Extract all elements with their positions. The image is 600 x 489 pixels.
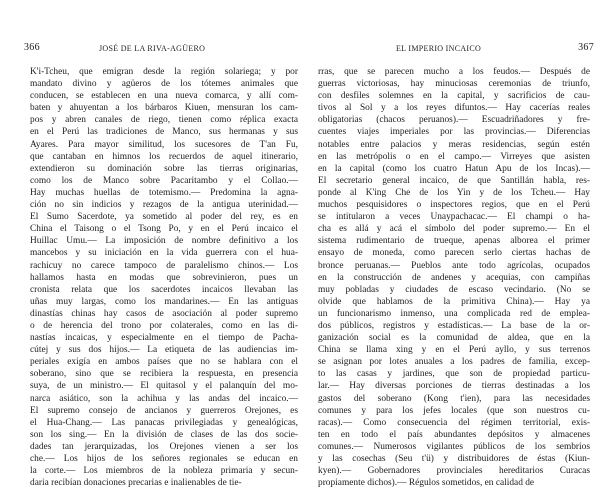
text-line: y las cosechas (Seu t'ü) y distribuidores de éstas (Kiun-: [318, 454, 590, 464]
text-line: en la capital (como los cuatro Hatun Apu de los Incas).—: [318, 163, 590, 174]
right-page-header: [318, 44, 594, 56]
text-line: gastos del soberano (Kong t'ien), para las necesidades: [318, 393, 590, 404]
text-line: Hay muchas huellas de totemismo.— Predomina la agna-: [30, 187, 298, 198]
text-line: Ayares. Para mayor similitud, los sucesores de T'an Fu,: [30, 139, 298, 150]
text-line: El supremo consejo de ancianos y guerreros Orejones, es: [30, 405, 298, 416]
text-line: nastías incaicas, y especialmente en el tiempo de Pacha-: [30, 333, 298, 344]
text-line: mandato divino y agüeros de los tótemes animales que: [30, 79, 298, 90]
text-line: obligatorias (chacos peruanos).— Escuadriñadores y fre-: [318, 115, 590, 126]
text-line: comunes.— Numerosos vigilantes públicos de los sembríos: [318, 441, 590, 452]
text-line: conducen, se establecen en una nueva comarca, y allí com-: [30, 91, 298, 102]
text-line: ponde al K'ing Che de los Yin y de los Tcheu.— Hay: [318, 187, 590, 198]
left-page: [14, 0, 298, 489]
text-line: hallamos hasta en modas que sobrevinieron, pues un: [30, 272, 298, 283]
left-page-header: [14, 44, 298, 56]
text-line: pos y abren canales de riego, tienen como réplica exacta: [30, 115, 298, 126]
text-line: che.— Los hijos de los señores regionales se educan en: [30, 454, 298, 464]
text-line: que cantaban en himnos los recuerdos de aquel itinerario,: [30, 151, 298, 162]
text-line: propiamente dichos).— Régulos sometidos, en calidad de: [318, 478, 535, 489]
text-line: lar.— Hay diversas porciones de tierras destinadas a los: [318, 381, 590, 392]
text-line: la corte.— Los miembros de la nobleza primaria y secun-: [30, 466, 298, 477]
text-line: son los sing.— En la división de clases de las dos socie-: [30, 429, 298, 440]
text-line: ten en todo el país abundantes depósitos y almacenes: [318, 429, 590, 440]
text-line: rras, que se parecen mucho a los feudos.— Después de: [318, 67, 590, 77]
text-line: K'i-Tcheu, que emigran desde la región solariega; y por: [30, 67, 298, 77]
text-line: dos públicos, registros y estadísticas.— La base de la or-: [318, 320, 590, 331]
text-line: baten y ahuyentan a los bárbaros Kiuen, mensuran los cam-: [30, 103, 298, 114]
text-line: Huillac Umu.— La imposición de nombre definitivo a los: [30, 236, 298, 247]
text-line: guerras victoriosas, hay minuciosas ceremonias de triunfo,: [318, 79, 590, 90]
text-line: dinastías chinas hay casos de asociación al poder supremo: [30, 308, 298, 319]
text-line: el Hua-Chang.— Las panacas privilegiadas y genealógicas,: [30, 417, 298, 428]
left-page-body: [30, 66, 298, 489]
text-line: cha es allá y acá el símbolo del poder supremo.— En el: [318, 224, 590, 235]
text-line: suya, de un ministro.— El quitasol y el palanquín del mo-: [30, 381, 298, 392]
text-line: cútej y sus dos hijos.— La etiqueta de las audiencias im-: [30, 345, 298, 356]
text-line: narca asiático, son la achihua y las andas del incaico.—: [30, 393, 298, 404]
text-line: rachicuy no carece tampoco de paralelismo chinos.— Los: [30, 260, 298, 271]
text-line: ción no sin indicios y rezagos de la antigua uterinidad.—: [30, 200, 298, 211]
text-line: en las metrópolis o en el campo.— Virreyes que asisten: [318, 151, 590, 162]
text-line: ganización social es la comunidad de aldea, que en la: [318, 333, 590, 344]
text-line: sistema rudimentario de trueque, apenas alborea el primer: [318, 236, 590, 247]
text-line: en el Perú las tradiciones de Manco, sus hermanas y sus: [30, 127, 298, 138]
text-line: cuentes viajes imperiales por las provincias.— Diferencias: [318, 127, 590, 138]
text-line: kyen).— Gobernadores provinciales hereditarios Curacas: [318, 466, 590, 477]
running-head: EL IMPERIO INCAICO: [396, 44, 482, 53]
page-number: 367: [578, 42, 594, 53]
text-line: bronce peruanas.— Pueblos ante todo agrícolas, ocupados: [318, 260, 590, 271]
text-line: tivos al Sol y a los reyes difuntos.— Hay cacerías reales: [318, 103, 590, 114]
right-page: [318, 0, 594, 489]
text-line: extendieron su dominación sobre las tierras originarias,: [30, 163, 298, 174]
text-line: cronista relata que los sacerdotes incaicos llevaban las: [30, 284, 298, 295]
text-line: soberano, sino que se recibiera la respuesta, en presencia: [30, 369, 298, 380]
text-line: como los de Manco sobre Pacaritambo y el Collao.—: [30, 175, 298, 186]
text-line: racas).— Como consecuencia del régimen territorial, exis-: [318, 417, 590, 428]
text-line: periales exigía en ambos países que no se hablara con el: [30, 357, 298, 368]
text-line: muchos pesquisidores o inspectores regios, que en el Perú: [318, 200, 590, 211]
text-line: en la construcción de andenes y acequias, con campiñas: [318, 272, 590, 283]
text-line: ensayo de moneda, como parecen serlo ciertas hachas de: [318, 248, 590, 259]
page-number: 366: [24, 42, 40, 53]
text-line: comunes y para los jefes locales (que son nuestros cu-: [318, 405, 590, 416]
running-head: JOSÉ DE LA RIVA-AGÜERO: [99, 44, 206, 53]
text-line: un funcionarismo inmenso, una complicada red de emplea-: [318, 308, 590, 319]
text-line: muy pobladas y ciudades de escaso vecindario. (No se: [318, 284, 590, 295]
text-line: El Sumo Sacerdote, ya sometido al poder del rey, es en: [30, 212, 298, 223]
text-line: China se llama xing y en el Perú ayllo, y sus terrenos: [318, 345, 590, 356]
text-line: daria recibían donaciones precarias e inalienables de tie-: [30, 478, 242, 489]
right-page-body: [318, 66, 590, 489]
text-line: se intitularon a veces Unaypachacac.— El champi o ha-: [318, 212, 590, 223]
text-line: con desfiles solemnes en la capital, y sacrificios de cau-: [318, 91, 590, 102]
text-line: mancebos y su iniciación en la vida guerrera con el hua-: [30, 248, 298, 259]
text-line: uñas muy largas, como los mandarines.— En las antiguas: [30, 296, 298, 307]
text-line: China el Taisong o el Tsong Po, y en el Perú incaico el: [30, 224, 298, 235]
text-line: notables entre palacios y meras residencias, según estén: [318, 139, 590, 150]
text-line: se asignan por lotes anuales a los padres de familia, excep-: [318, 357, 590, 368]
text-line: olvide que hablamos de la primitiva China).— Hay ya: [318, 296, 590, 307]
text-line: dades tan jerarquizadas, los Orejones vienen a ser los: [30, 441, 298, 452]
text-line: to las casas y jardines, que son de propiedad particu-: [318, 369, 590, 380]
text-line: El secretario general incaico, de que Santillán habla, res-: [318, 175, 590, 186]
text-line: o de herencia del trono por colaterales, como en las di-: [30, 320, 298, 331]
